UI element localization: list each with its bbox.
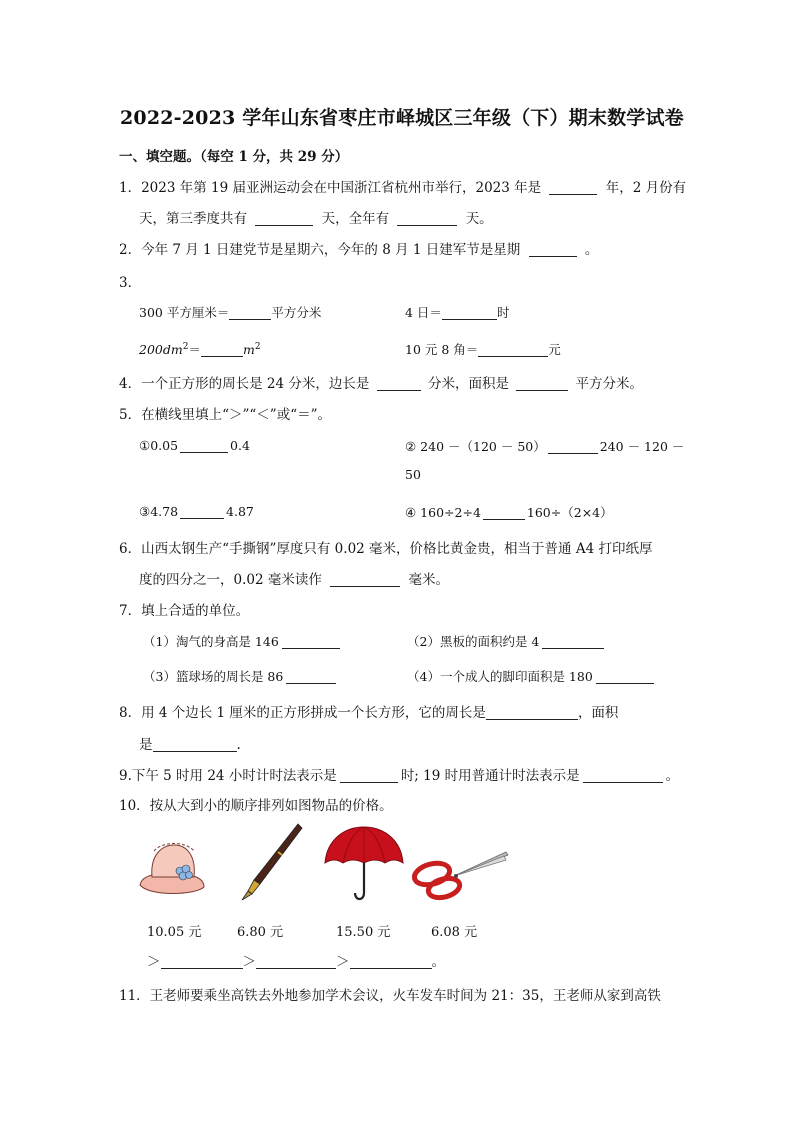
q4-blank-side[interactable] — [377, 375, 421, 391]
q3-r2-text-b: ＝ — [188, 342, 201, 357]
q3-r2-text-a: 200dm — [139, 342, 183, 357]
q8-blank-area[interactable] — [153, 736, 237, 752]
q3-item-2 — [405, 303, 509, 321]
q5-p3-text-b: 4.87 — [226, 504, 254, 519]
q1-text-c: 天，第三季度共有 — [139, 211, 247, 227]
q3-r2-text-e: 元 — [548, 342, 561, 357]
q10-end-mark: 。 — [431, 954, 445, 970]
q8-text-a: 8．用 4 个边长 1 厘米的正方形拼成一个长方形，它的周长是 — [119, 705, 486, 721]
pen-image — [234, 820, 304, 904]
question-11: 11．王老师要乘坐高铁去外地参加学术会议，火车发车时间为 21：35，王老师从家到高铁 — [119, 988, 661, 1004]
q5-blank-1[interactable] — [180, 437, 228, 453]
gt-symbol-3: ＞ — [336, 954, 350, 970]
question-1-line-1 — [119, 176, 686, 196]
umbrella-image — [323, 823, 405, 905]
question-7: 7．填上合适的单位。 — [119, 603, 250, 619]
q5-item-1 — [139, 437, 250, 453]
q8-text-b: ，面积 — [577, 705, 619, 721]
q5-item-2-cont: 50 — [405, 467, 421, 482]
q1-blank-year[interactable] — [549, 179, 597, 195]
q6-text-c: 毫米。 — [408, 572, 449, 588]
q5-item-2 — [405, 437, 684, 455]
q3-blank-4[interactable] — [478, 341, 548, 357]
q2-text-b: 。 — [584, 242, 599, 258]
q8-text-c: 是 — [139, 737, 153, 753]
q7-blank-3[interactable] — [286, 668, 336, 684]
q3-r2-text-c: m — [242, 342, 255, 357]
q10-blank-1[interactable] — [161, 953, 243, 969]
question-6-line-1: 6．山西太钢生产“手撕钢”厚度只有 0.02 毫米，价格比黄金贵，相当于普通 A4 打印纸厚 — [119, 541, 653, 557]
scissors-image — [410, 846, 510, 906]
q3-r2-text-d: 10 元 8 角＝ — [405, 342, 479, 357]
q9-text-b: 时; 19 时用普通计时法表示是 — [400, 768, 580, 784]
question-1-line-2 — [139, 207, 493, 227]
q5-blank-4[interactable] — [483, 504, 525, 520]
q5-item-4 — [405, 503, 613, 521]
q1-text-d: 天，全年有 — [321, 211, 390, 227]
q10-blank-3[interactable] — [350, 953, 432, 969]
q7-item-4 — [407, 667, 654, 685]
q9-text-c: 。 — [665, 768, 680, 784]
question-3-number: 3． — [119, 275, 142, 291]
q3-item-1 — [139, 303, 321, 321]
q3-blank-2[interactable] — [442, 304, 497, 320]
hat-image — [136, 833, 208, 903]
gt-symbol-2: ＞ — [242, 954, 256, 970]
q1-text-b: 年，2 月份有 — [605, 180, 687, 196]
q2-blank-weekday[interactable] — [529, 241, 577, 257]
q3-r1-text-a: 300 平方厘米＝ — [139, 305, 230, 320]
q3-r1-text-d: 时 — [496, 305, 510, 320]
q2-text-a: 2．今年 7 月 1 日建党节是星期六，今年的 8 月 1 日建军节是星期 — [119, 242, 521, 258]
q5-p2-text-a: ② 240 －（120 － 50） — [405, 439, 546, 454]
q7-blank-1[interactable] — [282, 633, 340, 649]
q7-p3-text: （3）篮球场的周长是 86 — [143, 669, 284, 684]
q1-text-a: 1．2023 年第 19 届亚洲运动会在中国浙江省杭州市举行，2023 年是 — [119, 180, 542, 196]
q5-p2-text-b: 240 － 120 － — [599, 439, 685, 454]
q1-text-e: 天。 — [465, 211, 493, 227]
question-10: 10．按从大到小的顺序排列如图物品的价格。 — [119, 798, 393, 814]
q9-blank-12h[interactable] — [583, 767, 663, 783]
price-umbrella: 15.50 元 — [336, 925, 391, 940]
q4-text-a: 4．一个正方形的周长是 24 分米，边长是 — [119, 376, 370, 392]
q8-blank-perimeter[interactable] — [486, 704, 578, 720]
q5-p1-text-a: ①0.05 — [139, 438, 179, 453]
q10-blank-2[interactable] — [256, 953, 336, 969]
q3-item-4 — [405, 340, 561, 358]
price-hat: 10.05 元 — [147, 925, 202, 940]
q3-blank-3[interactable] — [201, 341, 243, 357]
q9-text-a: 9.下午 5 时用 24 小时计时法表示是 — [119, 768, 337, 784]
price-pen: 6.80 元 — [237, 925, 284, 940]
q10-answer-line — [147, 950, 445, 970]
page-title: 2022-2023 学年山东省枣庄市峄城区三年级（下）期末数学试卷 — [120, 107, 684, 129]
q4-blank-area[interactable] — [516, 375, 568, 391]
q7-item-2 — [407, 632, 604, 650]
q8-text-d: . — [236, 737, 241, 753]
q4-text-b: 分米，面积是 — [427, 376, 509, 392]
q3-r2-sup2: 2 — [254, 341, 261, 352]
q7-item-3 — [143, 667, 336, 685]
q7-p1-text: （1）淘气的身高是 146 — [143, 634, 279, 649]
q3-blank-1[interactable] — [229, 304, 271, 320]
q3-item-3 — [139, 340, 261, 358]
question-5: 5．在横线里填上“＞”“＜”或“＝”。 — [119, 407, 331, 423]
q7-p4-text: （4）一个成人的脚印面积是 180 — [407, 669, 593, 684]
q4-text-c: 平方分米。 — [575, 376, 644, 392]
q5-item-3 — [139, 503, 254, 519]
question-2 — [119, 238, 598, 258]
q7-p2-text: （2）黑板的面积约是 4 — [407, 634, 540, 649]
q5-p4-text-b: 160÷（2×4） — [526, 505, 613, 520]
q3-r1-text-c: 4 日＝ — [405, 305, 442, 320]
question-8-line-2 — [139, 733, 241, 753]
q5-blank-2[interactable] — [548, 438, 598, 454]
q1-blank-q3-days[interactable] — [255, 210, 313, 226]
q7-item-1 — [143, 632, 340, 650]
q6-text-b: 度的四分之一，0.02 毫米读作 — [139, 572, 322, 588]
q1-blank-year-days[interactable] — [397, 210, 457, 226]
question-9 — [119, 764, 679, 784]
price-scissors: 6.08 元 — [431, 925, 478, 940]
question-4 — [119, 372, 643, 392]
q9-blank-24h[interactable] — [340, 767, 398, 783]
q6-blank-reading[interactable] — [330, 571, 400, 587]
section-heading: 一、填空题。（每空 1 分，共 29 分） — [119, 149, 349, 165]
gt-symbol-1: ＞ — [147, 954, 161, 970]
q5-blank-3[interactable] — [180, 503, 224, 519]
q5-p1-text-b: 0.4 — [230, 438, 250, 453]
q5-p3-text-a: ③4.78 — [139, 504, 179, 519]
q3-r2-sup: 2 — [182, 341, 189, 352]
q3-r1-text-b: 平方分米 — [271, 305, 322, 320]
question-8-line-1 — [119, 701, 618, 721]
q7-blank-2[interactable] — [542, 633, 604, 649]
q7-blank-4[interactable] — [596, 668, 654, 684]
question-6-line-2 — [139, 568, 449, 588]
q5-p4-text-a: ④ 160÷2÷4 — [405, 505, 481, 520]
